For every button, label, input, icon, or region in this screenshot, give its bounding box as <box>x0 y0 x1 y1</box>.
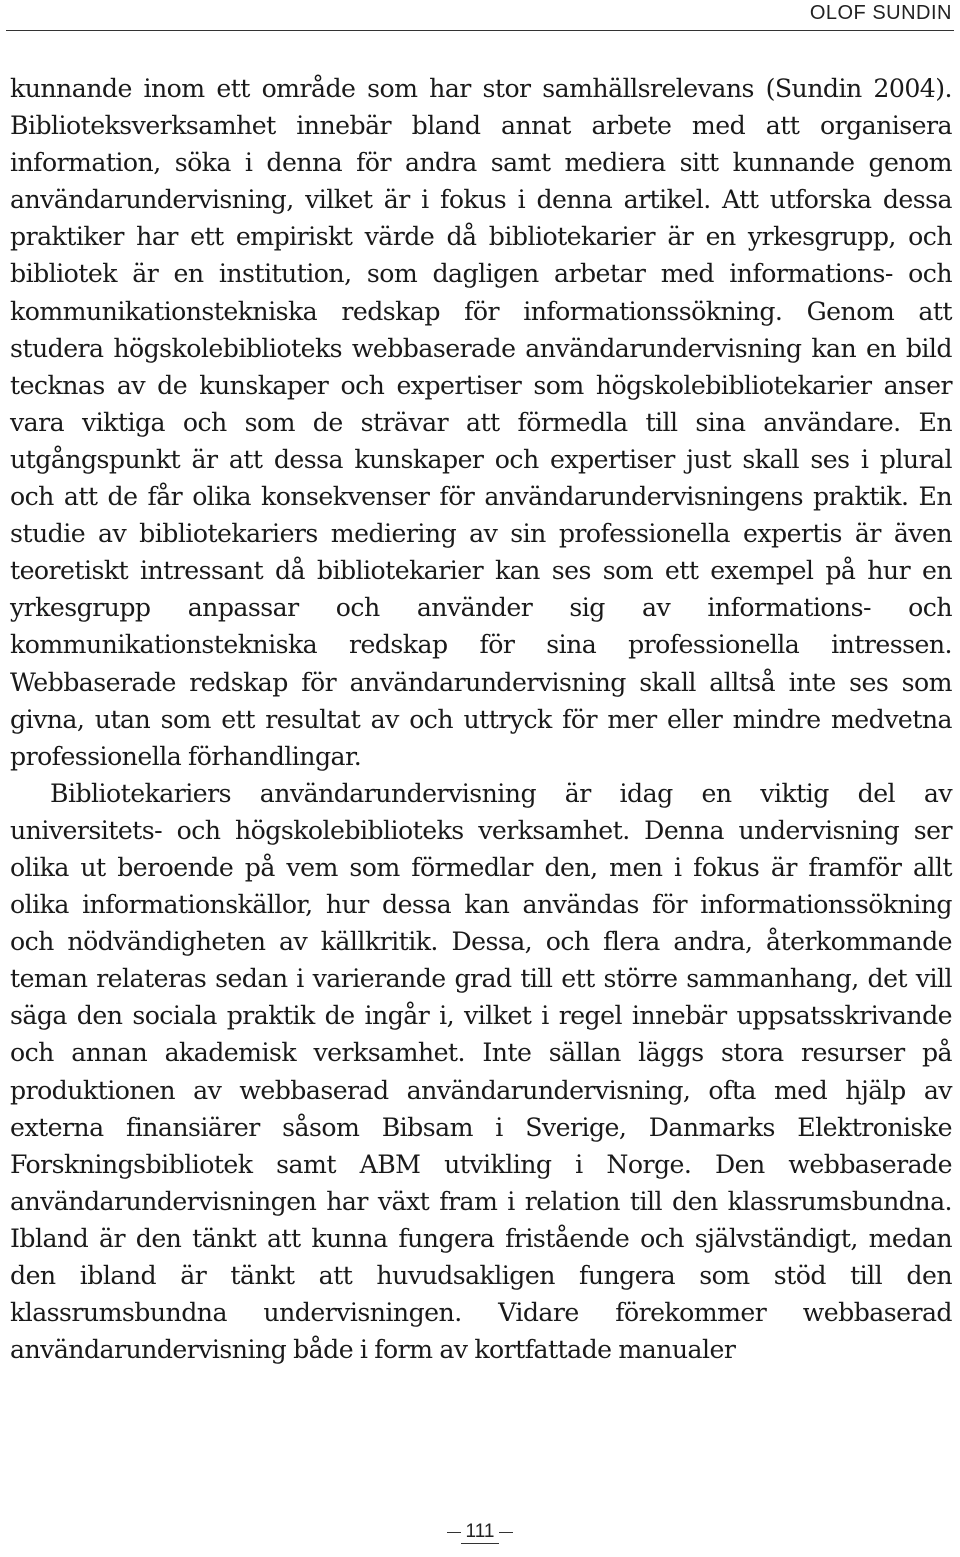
header-rule <box>6 30 954 31</box>
paragraph-1: kunnande inom ett område som har stor samhällsrelevans (Sundin 2004). Biblioteksverksamhet innebär bland annat arbete med att organisera information, söka i denna för andra samt mediera sitt kunnande genom användarundervisning, vilket är i fokus i denna artikel. Att utforska dessa praktiker har ett empiriskt värde då bibliotekarier är en yrkesgrupp, och bibliotek är en institution, som dagligen arbetar med informations- och kommunikationstekniska redskap för informationssökning. Genom att studera högskolebiblioteks webbaserade användarundervisning kan en bild tecknas av de kunskaper och expertiser som högskolebibliotekarier anser vara viktiga och som de strävar att förmedla till sina användare. En utgångspunkt är att dessa kunskaper och expertiser just skall ses i plural och att de får olika konsekvenser för användarundervisningens praktik. En studie av bibliotekariers mediering av sin professionella expertis är även teoretiskt intressant då bibliotekarier kan ses som ett exempel på hur en yrkesgrupp anpassar och använder sig av informations- och kommunikationstekniska redskap för sina professionella intressen. Webbaserade redskap för användarundervisning skall alltså inte ses som givna, utan som ett resultat av och uttryck för mer eller mindre medvetna professionella förhandlingar. <box>10 74 952 771</box>
page-number-ornament <box>447 1521 514 1544</box>
folio-rule-left <box>447 1532 461 1533</box>
page-number: 111 <box>461 1521 500 1544</box>
running-head-author: OLOF SUNDIN <box>809 2 952 24</box>
page-footer <box>0 1520 960 1550</box>
running-head <box>0 0 960 32</box>
folio-rule-right <box>499 1532 513 1533</box>
paragraph-2: Bibliotekariers användarundervisning är idag en viktig del av universitets- och högskolebiblioteks verksamhet. Denna undervisning ser olika ut beroende på vem som förmedlar den, men i fokus är framför allt olika informationskällor, hur dessa kan användas för informationssökning och nödvändigheten av källkritik. Dessa, och flera andra, återkommande teman relateras sedan i varierande grad till ett större sammanhang, det vill säga den sociala praktik de ingår i, vilket i regel innebär uppsatsskrivande och annan akademisk verksamhet. Inte sällan läggs stora resurser på produktionen av webbaserad användarundervisning, ofta med hjälp av externa finansiärer såsom Bibsam i Sverige, Danmarks Elektroniske Forskningsbibliotek samt ABM utvikling i Norge. Den webbaserade användarundervisningen har växt fram i relation till den klassrumsbundna. Ibland är den tänkt att kunna fungera fristående och självständigt, medan den ibland är tänkt att huvudsakligen fungera som stöd till den klassrumsbundna undervisningen. Vidare förekommer webbaserad användarundervisning både i form av kortfattade manualer <box>10 778 952 1365</box>
article-body <box>10 70 952 1368</box>
